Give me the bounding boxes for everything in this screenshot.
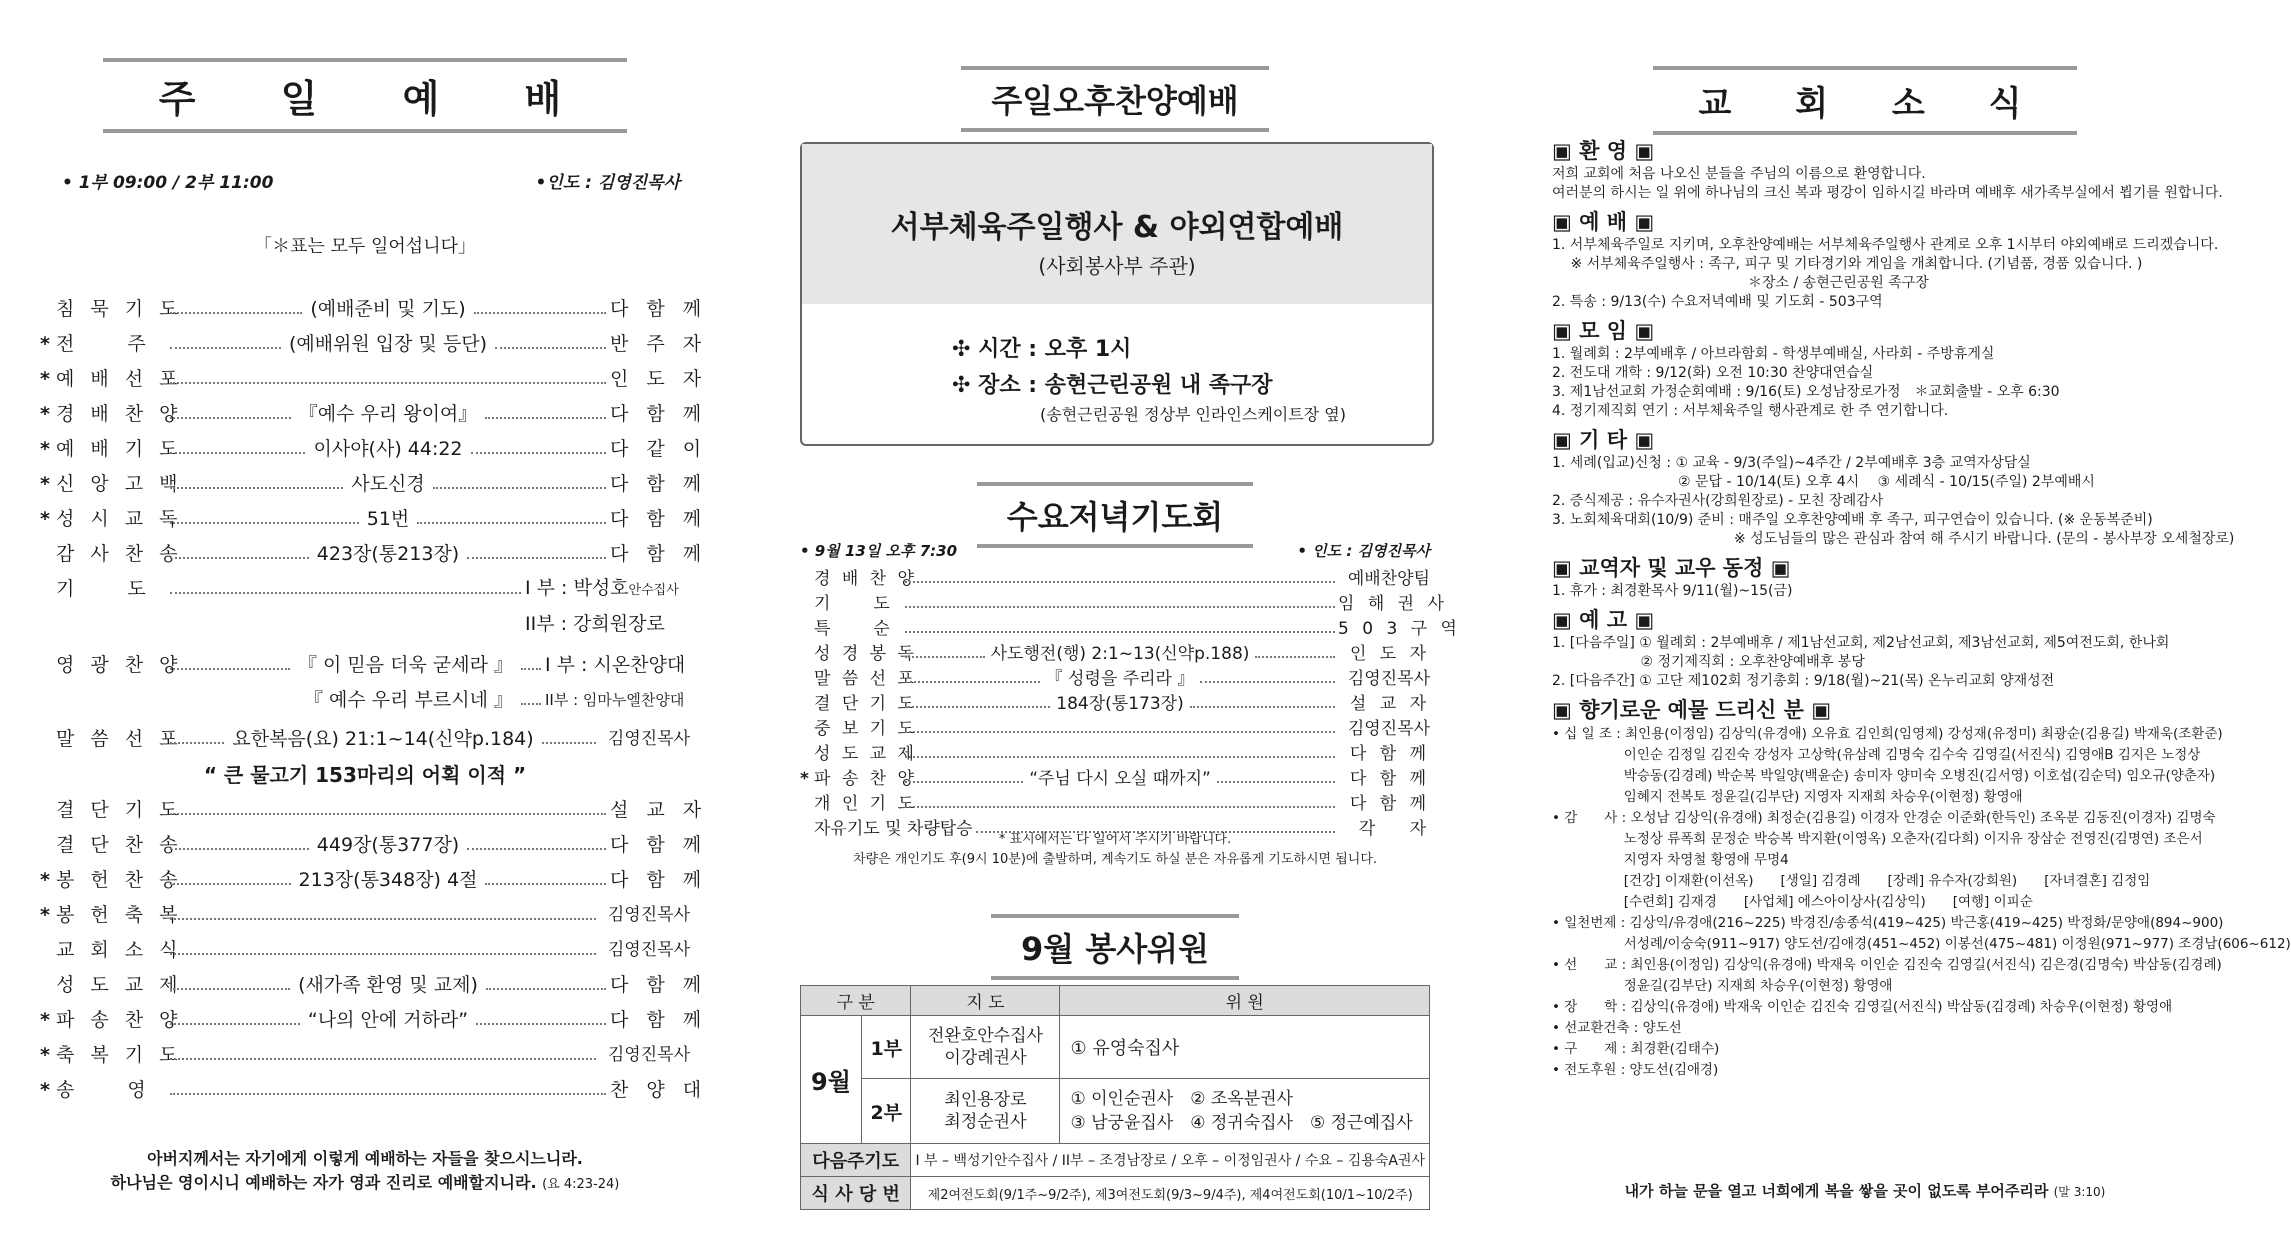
meal-duty-value: 제2여전도회(9/1주~9/2주), 제3여전도회(9/3~9/4주), 제4여전도회(10/1~10/2주) xyxy=(911,1177,1430,1210)
month-cell: 9월 xyxy=(801,1016,862,1144)
order-person: 다 함 께 xyxy=(1349,769,1430,789)
wednesday-date: • 9월 13일 오후 7:30 xyxy=(800,542,958,560)
news-line: 2. [다음주간] ① 고단 제102회 정기총회 : 9/18(월)~21(목) 온누리교회 양재성전 xyxy=(1552,673,2055,689)
order-person: 각 자 xyxy=(1358,819,1430,839)
next-week-label: 다음주기도 xyxy=(801,1144,911,1177)
wednesday-order-row xyxy=(800,792,1430,817)
news-line: • 전도후원 : 양도선(김애경) xyxy=(1552,1062,1719,1078)
order-person: 다 함 께 xyxy=(610,974,708,996)
order-content: 사도신경 xyxy=(351,473,425,495)
afternoon-worship-title: 주일오후찬양예배 xyxy=(961,66,1268,132)
order-person: 임 해 권 사 xyxy=(1338,594,1448,614)
wednesday-order-row xyxy=(800,692,1430,717)
part-cell: 2부 xyxy=(862,1079,911,1144)
praise-block xyxy=(40,648,690,718)
news-line: 여러분의 하시는 일 위에 하나님의 크신 복과 평강이 임하시길 바라며 예배후 새가족부실에서 뵙기를 원합니다. xyxy=(1552,185,2223,201)
order-person: 설 교 자 xyxy=(610,799,708,821)
order-row xyxy=(40,898,690,933)
order-person: 다 함 께 xyxy=(610,1009,708,1031)
order-label: 파 송 찬 양 xyxy=(814,769,917,789)
order-content: 『예수 우리 왕이여』 xyxy=(298,403,478,425)
table-header-cell: 위 원 xyxy=(1060,986,1430,1016)
order-label: 자유기도 및 차량탑승 xyxy=(814,819,973,839)
order-row xyxy=(40,933,690,968)
prayer-first-service: I 부 : 박성호안수집사 xyxy=(525,577,679,599)
closing-verse-reference: (말 3:10) xyxy=(2053,1185,2106,1199)
order-label: 결 단 기 도 xyxy=(814,694,917,714)
order-content: 213장(통348장) 4절 xyxy=(298,869,478,891)
news-line: ※ 성도님들의 많은 관심과 참여 해 주시기 바랍니다. (문의 - 봉사부장 오세철장로) xyxy=(1552,531,2235,547)
news-line: 1. 세례(입교)신청 : ① 교육 - 9/3(주일)~4주간 / 2부예배후 3층 교역자상담실 xyxy=(1552,455,2031,471)
order-content: (예배준비 및 기도) xyxy=(310,298,466,320)
order-row xyxy=(40,828,708,863)
order-label: 감 사 찬 송 xyxy=(56,543,183,565)
standing-mark: * xyxy=(40,438,50,460)
wednesday-prayer-title: 수요저녁기도회 xyxy=(977,482,1253,548)
news-line: • 일천번제 : 김상익/유경애(216~225) 박경진/송종석(419~425) 박근홍(419~425) 박정화/문양애(894~900) xyxy=(1552,915,2224,931)
news-line: 정윤길(김부단) 지재희 차승우(이현정) 황영애 xyxy=(1552,978,1893,994)
news-line: 3. 노회체육대회(10/9) 준비 : 매주일 오후찬양예배 후 족구, 피구연습이 있습니다. (※ 운동복준비) xyxy=(1552,512,2153,528)
event-time: ✣ 시간 : 오후 1시 xyxy=(952,337,1132,362)
table-row xyxy=(801,1177,1430,1210)
event-place-note: (송현근린공원 정상부 인라인스케이트장 옆) xyxy=(1040,405,1346,424)
worship-leader: •인도 : 김영진목사 xyxy=(535,173,680,193)
order-content: 사도행전(행) 2:1~13(신약p.188) xyxy=(990,644,1250,664)
table-row xyxy=(801,1144,1430,1177)
news-line: ＊장소 / 송현근린공원 족구장 xyxy=(1552,275,1929,291)
wednesday-order-row xyxy=(800,742,1430,767)
service-times: • 1부 09:00 / 2부 11:00 xyxy=(62,173,274,193)
wednesday-order-row xyxy=(800,667,1430,692)
order-content: 423장(통213장) xyxy=(316,543,460,565)
service-committee-title: 9월 봉사위원 xyxy=(991,914,1239,980)
order-label: 중 보 기 도 xyxy=(814,719,917,739)
news-line: 임혜지 전복토 정윤길(김부단) 지영자 지재희 차승우(이현정) 황영애 xyxy=(1552,789,2023,805)
order-label: 봉 헌 축 복 xyxy=(56,904,183,926)
table-row xyxy=(801,1079,1430,1144)
news-line: [수련회] 김재경 [사업체] 에스아이상사(김상익) [여행] 이피순 xyxy=(1552,894,2033,910)
order-person: 김영진목사 xyxy=(1347,669,1430,689)
order-person: 김영진목사 xyxy=(607,1045,690,1065)
order-label: 말 씀 선 포 xyxy=(56,728,183,750)
standing-mark: * xyxy=(40,1079,50,1101)
order-row-praise-2 xyxy=(40,683,690,718)
table-row xyxy=(801,1016,1430,1079)
verse-line-2: 하나님은 영이시니 예배하는 자가 영과 진리로 예배할지니라. xyxy=(110,1173,537,1192)
order-person: 다 함 께 xyxy=(610,543,708,565)
news-line: • 감 사 : 오성남 김상익(유경애) 최정순(김용길) 이경자 안경순 이준화(한득인) 조옥분 김동진(이경자) 김명숙 xyxy=(1552,810,2216,826)
order-person: 설 교 자 xyxy=(1349,694,1430,714)
news-line: ※ 서부체육주일행사 : 족구, 피구 및 기타경기와 게임을 개최합니다. (기념품, 경품 있습니다. ) xyxy=(1552,256,2143,272)
news-line: ② 문답 - 10/14(토) 오후 4시 ③ 세례식 - 10/15(주일) 2부예배시 xyxy=(1552,474,2095,490)
event-title: 서부체육주일행사 & 야외연합예배 xyxy=(890,210,1344,245)
order-person: 다 함 께 xyxy=(610,473,708,495)
news-line: 2. 증식제공 : 유수자권사(강희원장로) - 모친 장례감사 xyxy=(1552,493,1884,509)
table-header-cell: 지 도 xyxy=(911,986,1060,1016)
wednesday-order-row xyxy=(800,642,1430,667)
order-row xyxy=(40,1073,708,1108)
standing-note: 「＊표는 모두 일어섭니다」 xyxy=(254,236,476,257)
order-label: 결 단 기 도 xyxy=(56,799,183,821)
order-label: 경 배 찬 양 xyxy=(814,569,917,589)
order-row xyxy=(40,432,708,467)
wednesday-notes xyxy=(795,830,1435,870)
order-person: 다 함 께 xyxy=(1349,794,1430,814)
bible-verse xyxy=(40,1147,690,1197)
order-row-prayer xyxy=(40,572,690,607)
wednesday-order-row xyxy=(800,617,1461,642)
wednesday-order-row: * 파 송 찬 양 “주님 다시 오실 때까지” 다 함 께 xyxy=(800,767,1430,792)
news-sections xyxy=(1552,139,2291,1081)
order-content: “나의 안에 거하라” xyxy=(307,1009,469,1031)
order-row xyxy=(40,502,708,537)
news-line: 1. 월례회 : 2부예배후 / 아브라함회 - 학생부예배실, 사라회 - 주방휴게실 xyxy=(1552,346,1995,362)
order-label: 기 도 xyxy=(814,594,893,614)
worship-order-list-2 xyxy=(40,793,708,1108)
news-line: 저희 교회에 처음 나오신 분들을 주님의 이름으로 환영합니다. xyxy=(1552,166,1926,182)
closing-verse-text: 내가 하늘 문을 열고 너희에게 복을 쌓을 곳이 없도록 부어주리라 xyxy=(1624,1182,2049,1200)
table-header-cell: 구 분 xyxy=(801,986,911,1016)
standing-mark: * xyxy=(40,473,50,495)
news-line: 노정상 류폭희 문정순 박승복 박지환(이영옥) 오춘자(김다희) 이지유 장삼순 전영진(김명연) 조은서 xyxy=(1552,831,2203,847)
order-row-praise xyxy=(40,648,690,683)
order-person: 김영진목사 xyxy=(607,940,690,960)
event-box xyxy=(800,142,1434,446)
news-line: • 십 일 조 : 최인용(이정임) 김상익(유경애) 오유효 김인희(임영제) 강성재(유정미) 최광순(김용길) 박재욱(조환준) xyxy=(1552,726,2223,742)
verse-line-1: 아버지께서는 자기에게 이렇게 예배하는 자들을 찾으시느니라. xyxy=(147,1149,583,1168)
order-person: 인 도 자 xyxy=(610,368,708,390)
order-person: 다 함 께 xyxy=(1349,744,1430,764)
closing-verse xyxy=(1540,1180,2190,1201)
praise-choir-1: I 부 : 시온찬양대 xyxy=(545,654,686,676)
order-label: 신 앙 고 백 xyxy=(56,473,183,495)
order-label: 영 광 찬 양 xyxy=(56,654,183,676)
order-label: 전 주 xyxy=(56,333,151,355)
meal-duty-label: 식 사 당 번 xyxy=(801,1177,911,1210)
standing-mark: * xyxy=(40,368,50,390)
service-committee-table xyxy=(800,985,1430,1210)
order-row xyxy=(40,362,708,397)
order-row xyxy=(40,467,708,502)
order-person: 다 같 이 xyxy=(610,438,708,460)
order-row xyxy=(40,397,708,432)
next-week-value: I 부 – 백성기안수집사 / II부 – 조경남장로 / 오후 – 이정임권사 / 수요 – 김용숙A권사 xyxy=(911,1144,1430,1177)
member-cell: ① 이인순권사 ② 조옥분권사 ③ 남궁윤집사 ④ 정귀숙집사 ⑤ 정근예집사 xyxy=(1060,1079,1430,1144)
news-section-heading: ▣ 향기로운 예물 드리신 분 ▣ xyxy=(1552,698,1832,722)
event-details xyxy=(802,304,1432,426)
worship-order-list xyxy=(40,292,708,572)
order-content: 이사야(사) 44:22 xyxy=(313,438,463,460)
news-section-heading: ▣ 모 임 ▣ xyxy=(1552,319,1655,343)
order-row xyxy=(40,292,708,327)
news-line: 1. 휴가 : 최경환목사 9/11(월)~15(금) xyxy=(1552,583,1793,599)
afternoon-column xyxy=(795,0,1461,1240)
praise-song-1: 『 이 믿음 더욱 굳세라 』 xyxy=(297,654,513,676)
event-place: ✣ 장소 : 송현근린공원 내 족구장 xyxy=(952,373,1273,398)
news-line: 2. 특송 : 9/13(수) 수요저녁예배 및 기도회 - 503구역 xyxy=(1552,294,1883,310)
order-row xyxy=(40,1003,708,1038)
wednesday-note-1: * 표시에서는 다 일어서 주시기 바랍니다. xyxy=(998,832,1232,847)
standing-mark: * xyxy=(40,403,50,425)
sunday-worship-header xyxy=(40,58,690,133)
event-subtitle: (사회봉사부 주관) xyxy=(1038,254,1196,278)
news-section-heading: ▣ 기 타 ▣ xyxy=(1552,428,1655,452)
news-line: 지영자 차영철 황영애 무명4 xyxy=(1552,852,1789,868)
order-label: 봉 헌 찬 송 xyxy=(56,869,183,891)
order-content: 184장(통173장) xyxy=(1056,694,1184,714)
order-person: 다 함 께 xyxy=(610,508,708,530)
order-label: 송 영 xyxy=(56,1079,151,1101)
order-label: 경 배 찬 양 xyxy=(56,403,183,425)
sermon-preacher: 김영진목사 xyxy=(607,729,691,749)
order-person: 반 주 자 xyxy=(610,333,708,355)
wednesday-order-list xyxy=(800,567,1461,842)
lead-cell: 전완호안수집사 이강례권사 xyxy=(911,1016,1060,1079)
order-label: 말 씀 선 포 xyxy=(814,669,917,689)
order-content: (새가족 환영 및 교제) xyxy=(298,974,478,996)
prayer-second-service: II부 : 강희원장로 xyxy=(525,613,665,635)
order-person: 예배찬양팀 xyxy=(1347,569,1430,589)
order-content: “주님 다시 오실 때까지” xyxy=(1029,769,1211,789)
order-person: 찬 양 대 xyxy=(610,1079,708,1101)
news-line: • 선 교 : 최인용(이정임) 김상익(유경애) 박재욱 이인순 김진숙 김영길(서진식) 김은경(김명숙) 박삼동(김경례) xyxy=(1552,957,2222,973)
wednesday-note-2: 차량은 개인기도 후(9시 10분)에 출발하며, 계속기도 하실 분은 자유롭게 기도하시면 됩니다. xyxy=(852,852,1378,867)
standing-mark: * xyxy=(40,904,50,926)
order-person: 다 함 께 xyxy=(610,834,708,856)
order-person: 5 0 3 구 역 xyxy=(1338,619,1461,639)
praise-song-2: 『 예수 우리 부르시네 』 xyxy=(304,689,513,711)
news-line: 박승동(김경례) 박순복 박일양(백윤순) 송미자 양미숙 오병진(김서영) 이호섭(김순덕) 임오규(양춘자) xyxy=(1552,768,2216,784)
order-label: 성 도 교 제 xyxy=(56,974,183,996)
church-news-title: 교 회 소 식 xyxy=(1653,66,2078,135)
order-person: 다 함 께 xyxy=(610,403,708,425)
order-label: 특 순 xyxy=(814,619,893,639)
order-content: 『 성령을 주리라 』 xyxy=(1045,669,1195,689)
order-label: 파 송 찬 양 xyxy=(56,1009,183,1031)
order-label: 기 도 xyxy=(56,578,151,600)
news-line: 1. 서부체육주일로 지키며, 오후찬양예배는 서부체육주일행사 관계로 오후 1시부터 야외예배로 드리겠습니다. xyxy=(1552,237,2219,253)
news-line: 이인순 김정일 김진숙 강성자 고상학(유삼례 김명숙 김수숙 김영길(서진식) 김영애B 김지은 노정상 xyxy=(1552,747,2201,763)
praise-choir-2: II부 : 임마누엘찬양대 xyxy=(545,691,685,709)
standing-mark: * xyxy=(40,1044,50,1066)
church-news-column xyxy=(1540,0,2291,1240)
news-line: 2. 전도대 개학 : 9/12(화) 오전 10:30 찬양대연습실 xyxy=(1552,365,1874,381)
church-news-header xyxy=(1540,66,2190,135)
wednesday-order-row xyxy=(800,567,1430,592)
news-line: [건강] 이재환(이선옥) [생일] 김경례 [장례] 유수자(강희원) [자녀결혼] 김정임 xyxy=(1552,873,2151,889)
news-section-heading: ▣ 예 배 ▣ xyxy=(1552,210,1655,234)
order-row xyxy=(40,968,708,1003)
order-row xyxy=(40,1038,690,1073)
news-line: • 선교환건축 : 양도선 xyxy=(1552,1020,1682,1036)
order-label: 축 복 기 도 xyxy=(56,1044,183,1066)
order-content: 51번 xyxy=(366,508,410,530)
lead-cell: 최인용장로 최정순권사 xyxy=(911,1079,1060,1144)
sermon-scripture: 요한복음(요) 21:1~14(신약p.184) xyxy=(232,728,534,750)
standing-mark: * xyxy=(40,1009,50,1031)
table-header-row xyxy=(801,986,1430,1016)
order-row xyxy=(40,863,708,898)
wednesday-order-row xyxy=(800,592,1448,617)
order-label: 예 배 선 포 xyxy=(56,368,183,390)
order-content: 449장(통377장) xyxy=(316,834,460,856)
order-label: 예 배 기 도 xyxy=(56,438,183,460)
order-row-prayer-2 xyxy=(40,607,690,642)
news-section-heading: ▣ 환 영 ▣ xyxy=(1552,139,1655,163)
order-row xyxy=(40,537,708,572)
order-person: 김영진목사 xyxy=(1347,719,1430,739)
order-label: 개 인 기 도 xyxy=(814,794,917,814)
news-line: ② 정기제직회 : 오후찬양예배후 봉당 xyxy=(1552,654,1865,670)
news-section-heading: ▣ 교역자 및 교우 동정 ▣ xyxy=(1552,556,1791,580)
standing-mark: * xyxy=(40,508,50,530)
order-row-sermon xyxy=(40,722,690,757)
news-line: 4. 정기제직회 연기 : 서부체육주일 행사관계로 한 주 연기합니다. xyxy=(1552,403,1949,419)
order-label: 성 도 교 제 xyxy=(814,744,917,764)
member-cell: ① 유영숙집사 xyxy=(1060,1016,1430,1079)
sermon-block xyxy=(40,722,690,793)
order-label: 성 경 봉 독 xyxy=(814,644,917,664)
order-content: (예배위원 입장 및 등단) xyxy=(288,333,488,355)
order-label: 교 회 소 식 xyxy=(56,939,183,961)
order-label: 결 단 찬 송 xyxy=(56,834,183,856)
prayer-block xyxy=(40,572,690,642)
sermon-title: “ 큰 물고기 153마리의 어획 이적 ” xyxy=(203,763,527,787)
order-label: 성 시 교 독 xyxy=(56,508,183,530)
news-line: • 장 학 : 김상익(유경애) 박재욱 이인순 김진숙 김영길(서진식) 박삼동(김경례) 차승우(이현정) 황영애 xyxy=(1552,999,2173,1015)
service-committee-header xyxy=(795,914,1435,980)
standing-mark: * xyxy=(40,869,50,891)
afternoon-worship-header xyxy=(795,66,1435,132)
news-line: 서성례/이숭숙(911~917) 양도선/김애경(451~452) 이봉선(475~481) 이정원(971~977) 조경남(606~612) xyxy=(1552,936,2291,952)
news-line: 1. [다음주일] ① 월례회 : 2부예배후 / 제1남선교회, 제2남선교회, 제3남선교회, 제5여전도회, 한나회 xyxy=(1552,635,2170,651)
order-person: 다 함 께 xyxy=(610,869,708,891)
order-person: 김영진목사 xyxy=(607,905,690,925)
news-section-heading: ▣ 예 고 ▣ xyxy=(1552,608,1655,632)
part-cell: 1부 xyxy=(862,1016,911,1079)
order-row xyxy=(40,793,708,828)
standing-mark: * xyxy=(40,333,50,355)
wednesday-order-row xyxy=(800,717,1430,742)
order-person: 인 도 자 xyxy=(1349,644,1431,664)
sunday-worship-column xyxy=(40,0,708,1240)
wednesday-leader: • 인도 : 김영진목사 xyxy=(1297,542,1430,560)
verse-reference: (요 4:23-24) xyxy=(542,1177,620,1192)
sunday-worship-title: 주 일 예 배 xyxy=(103,58,628,133)
news-line: 3. 제1남선교회 가정순회예배 : 9/16(토) 오성남장로가정 ＊교회출발 - 오후 6:30 xyxy=(1552,384,2060,400)
wednesday-prayer-header xyxy=(795,482,1435,548)
event-box-top xyxy=(802,144,1432,304)
order-person: 다 함 께 xyxy=(610,298,708,320)
order-label: 침 묵 기 도 xyxy=(56,298,183,320)
order-row xyxy=(40,327,708,362)
news-line: • 구 제 : 최경환(김태수) xyxy=(1552,1041,1720,1057)
